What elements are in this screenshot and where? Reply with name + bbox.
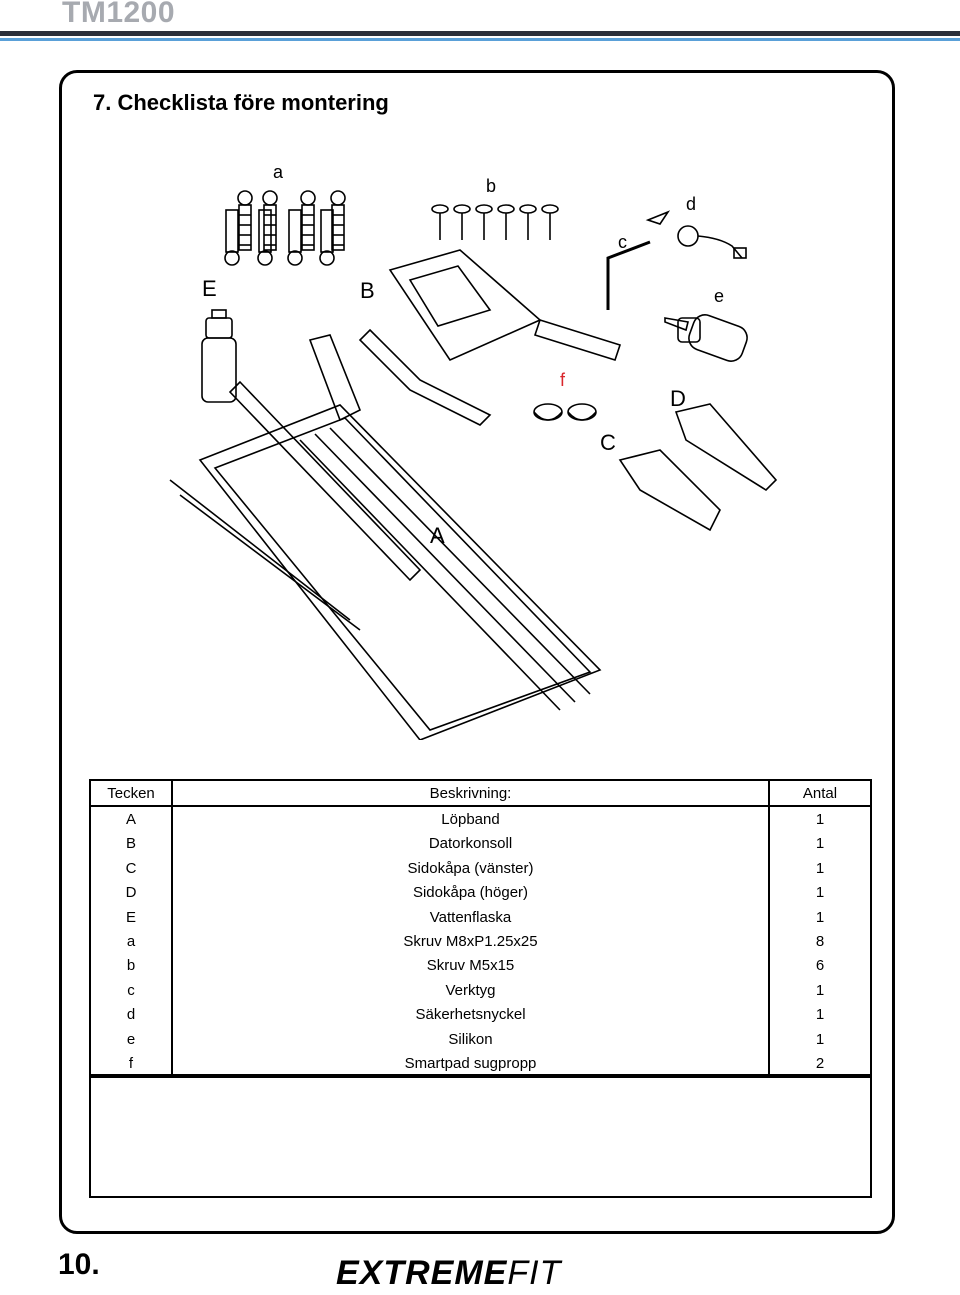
label-C: C	[600, 430, 616, 455]
screws-b-group	[432, 205, 558, 240]
cell-sign: f	[90, 1051, 172, 1076]
screw-b	[476, 205, 492, 240]
cell-quantity: 1	[769, 856, 871, 880]
table-row	[90, 954, 871, 978]
table-row	[90, 929, 871, 953]
label-E: E	[202, 276, 217, 301]
cell-description: Silikon	[172, 1027, 769, 1051]
label-f: f	[560, 370, 566, 390]
cell-sign: d	[90, 1003, 172, 1027]
parts-illustration	[120, 150, 800, 740]
screw-b	[432, 205, 448, 240]
cell-quantity: 2	[769, 1051, 871, 1076]
brand-logo	[336, 1254, 561, 1293]
cell-sign: E	[90, 905, 172, 929]
section-title: 7. Checklista före montering	[93, 90, 389, 115]
cell-quantity: 1	[769, 832, 871, 856]
cell-quantity: 1	[769, 1003, 871, 1027]
table-row	[90, 1051, 871, 1076]
safety-key	[648, 212, 746, 258]
cell-sign: a	[90, 929, 172, 953]
cell-quantity: 6	[769, 954, 871, 978]
console	[360, 250, 620, 425]
cell-description: Smartpad sugpropp	[172, 1051, 769, 1076]
side-cover-right	[676, 404, 776, 490]
header-description: Beskrivning:	[172, 780, 769, 806]
cell-quantity: 1	[769, 978, 871, 1002]
table-row	[90, 881, 871, 905]
screws-a-group	[225, 191, 345, 265]
screw-b	[542, 205, 558, 240]
parts-table	[89, 779, 872, 1078]
cell-quantity: 8	[769, 929, 871, 953]
cell-quantity: 1	[769, 905, 871, 929]
label-d: d	[686, 194, 697, 214]
page-number: 10.	[58, 1248, 100, 1281]
table-row	[90, 806, 871, 831]
cell-description: Sidokåpa (höger)	[172, 881, 769, 905]
screw-a	[225, 210, 239, 265]
cell-sign: c	[90, 978, 172, 1002]
cell-description: Skruv M8xP1.25x25	[172, 929, 769, 953]
label-A: A	[430, 523, 445, 548]
label-b: b	[486, 176, 497, 196]
side-cover-left	[620, 450, 720, 530]
screw-b	[520, 205, 536, 240]
label-D: D	[670, 386, 686, 411]
cell-description: Löpband	[172, 806, 769, 831]
cell-quantity: 1	[769, 881, 871, 905]
cell-sign: D	[90, 881, 172, 905]
screw-a	[263, 191, 277, 250]
brand-logo-part1: EXTREME	[336, 1254, 508, 1292]
cell-description: Sidokåpa (vänster)	[172, 856, 769, 880]
table-row	[90, 1027, 871, 1051]
screw-a	[288, 210, 302, 265]
cell-sign: C	[90, 856, 172, 880]
table-header-row	[90, 780, 871, 806]
cell-sign: b	[90, 954, 172, 978]
table-row	[90, 978, 871, 1002]
header-rule-dark	[0, 31, 960, 36]
table-row	[90, 832, 871, 856]
table-row	[90, 905, 871, 929]
cell-description: Skruv M5x15	[172, 954, 769, 978]
screw-a	[258, 210, 272, 265]
label-e: e	[714, 286, 725, 306]
label-c: c	[618, 232, 627, 252]
cell-description: Säkerhetsnyckel	[172, 1003, 769, 1027]
table-row	[90, 1003, 871, 1027]
screw-b	[498, 205, 514, 240]
header-quantity: Antal	[769, 780, 871, 806]
label-a: a	[273, 162, 284, 182]
cell-sign: A	[90, 806, 172, 831]
label-B: B	[360, 278, 375, 303]
cell-description: Datorkonsoll	[172, 832, 769, 856]
silicone-bottle	[665, 312, 750, 365]
model-title: TM1200	[62, 0, 176, 29]
suction-cups	[534, 404, 596, 420]
header-sign: Tecken	[90, 780, 172, 806]
water-bottle	[202, 310, 236, 402]
cell-sign: B	[90, 832, 172, 856]
cell-quantity: 1	[769, 806, 871, 831]
allen-key-tool	[608, 242, 650, 310]
cell-description: Vattenflaska	[172, 905, 769, 929]
cell-quantity: 1	[769, 1027, 871, 1051]
table-row	[90, 856, 871, 880]
screw-a	[238, 191, 252, 250]
cell-description: Verktyg	[172, 978, 769, 1002]
screw-a	[301, 191, 315, 250]
brand-logo-part2: FIT	[507, 1254, 562, 1292]
cell-sign: e	[90, 1027, 172, 1051]
header-rule-blue	[0, 38, 960, 41]
notes-box	[89, 1074, 872, 1198]
treadmill-base	[170, 335, 600, 740]
screw-b	[454, 205, 470, 240]
